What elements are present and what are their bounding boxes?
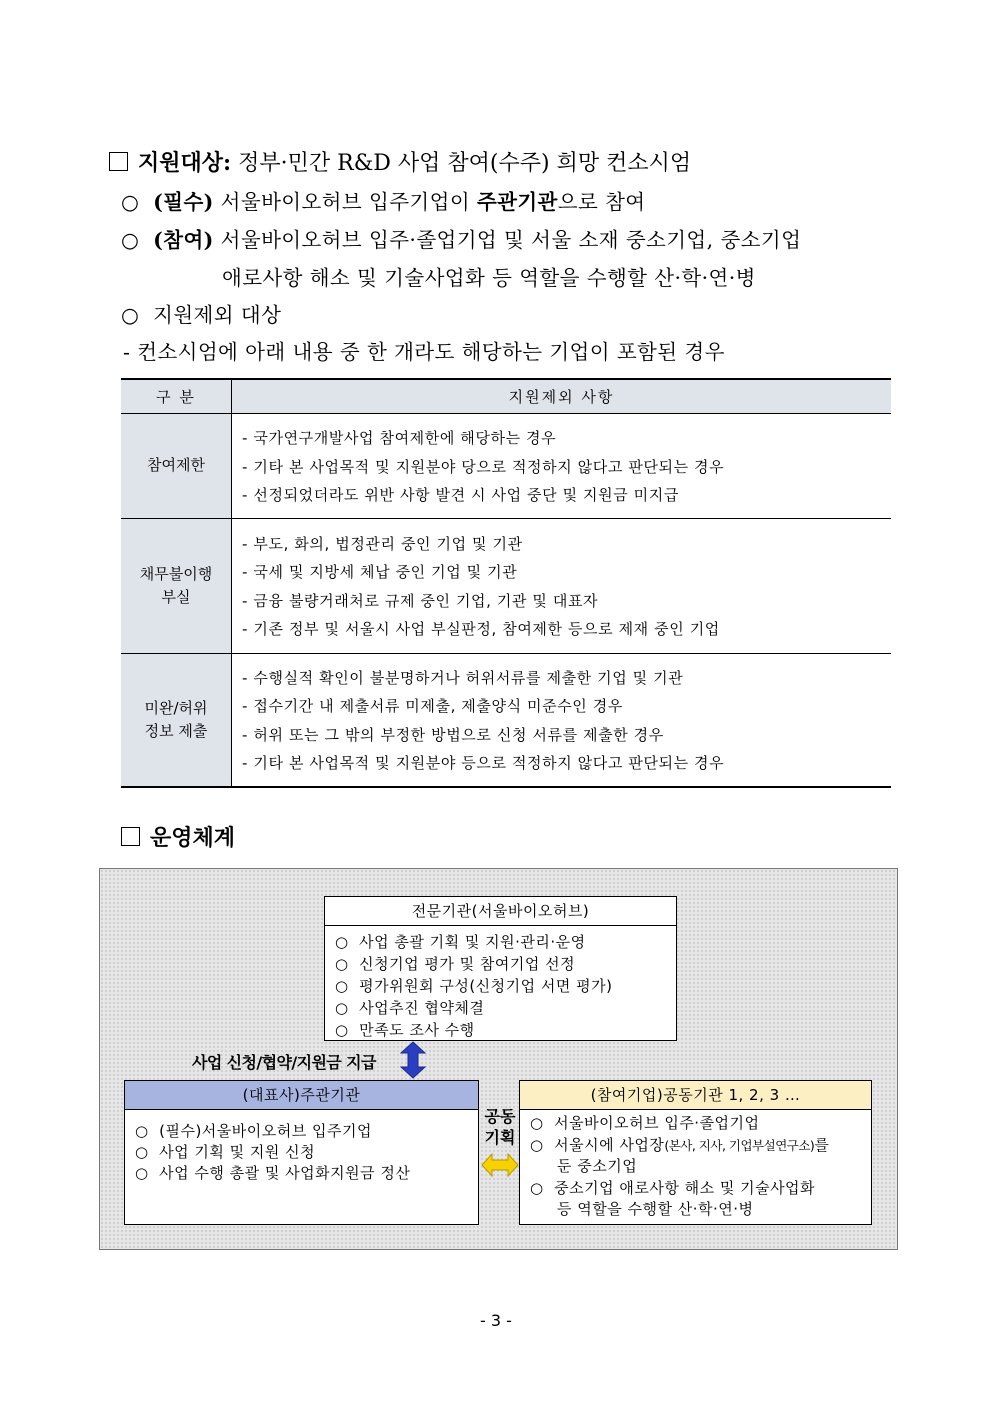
vertical-double-arrow-icon (398, 1041, 428, 1079)
partner-agency-box: (참여기업)공동기관 1, 2, 3 … ○ 서울바이오허브 입주·졸업기업 ○ 서울시에 사업장(본사, 지사, 기업부설연구소)를 둔 중소기업 ○ 중소기업 애로사항 해소 및 기술사업화 등 역할을 수행할 산·학·연·병 (519, 1080, 872, 1225)
agency-box-title: 전문기관(서울바이오허브) (325, 897, 676, 926)
bullet-participation: ○ (참여) 서울바이오허브 입주·졸업기업 및 서울 소재 중소기업, 중소기업 (121, 228, 802, 252)
table-header-exclusion: 지원제외 사항 (232, 379, 892, 414)
table-category: 미완/허위 정보 제출 (121, 653, 232, 787)
table-row (121, 518, 891, 653)
lead-agency-box: (대표사)주관기관 ○ (필수)서울바이오허브 입주기업 ○ 사업 기획 및 지원 신청 ○ 사업 수행 총괄 및 사업화지원금 정산 (124, 1080, 479, 1225)
agency-box: 전문기관(서울바이오허브) ○ 사업 총괄 기획 및 지원·관리·운영 ○ 신청기업 평가 및 참여기업 선정 ○ 평가위원회 구성(신청기업 서면 평가) ○ 사업추진 협약체결 ○ 만족도 조사 수행 (324, 896, 677, 1041)
section-title-support-target: 지원대상: 정부·민간 R&D 사업 참여(수주) 희망 컨소시엄 (109, 146, 691, 177)
table-category: 채무불이행 부실 (121, 518, 232, 653)
horizontal-flow-label: 공동 기획 (484, 1107, 516, 1147)
table-category: 참여제한 (121, 414, 232, 519)
bullet-exclusion: ○ 지원제외 대상 (121, 303, 282, 327)
circle-bullet-icon: ○ (121, 190, 140, 214)
table-header-category: 구 분 (121, 379, 232, 414)
checkbox-square-icon (121, 827, 140, 846)
table-header-row (121, 379, 891, 414)
circle-bullet-icon: ○ (121, 228, 140, 252)
section-title-operation: 운영체계 (121, 821, 235, 852)
lead-agency-box-title: (대표사)주관기관 (125, 1081, 478, 1110)
table-row (121, 414, 891, 519)
vertical-flow-label: 사업 신청/협약/지원금 지급 (192, 1053, 376, 1072)
exclusion-table (121, 378, 891, 788)
table-items: - 수행실적 확인이 불분명하거나 허위서류를 제출한 기업 및 기관 - 접수기간 내 제출서류 미제출, 제출양식 미준수인 경우 - 허위 또는 그 밖의 부정한 방법으로 신청 서류를 제출한 경우 - 기타 본 사업목적 및 지원분야 등으로 적정하지 않다고 판단되는 경우 (232, 653, 892, 787)
bullet-participation-cont: 애로사항 해소 및 기술사업화 등 역할을 수행할 산·학·연·병 (222, 266, 756, 290)
checkbox-square-icon (109, 152, 128, 171)
bullet-required: ○ (필수) 서울바이오허브 입주기업이 주관기관으로 참여 (121, 190, 646, 214)
circle-bullet-icon: ○ (121, 303, 140, 327)
page-number: - 3 - (480, 1311, 512, 1330)
table-items: - 국가연구개발사업 참여제한에 해당하는 경우 - 기타 본 사업목적 및 지원분야 당으로 적정하지 않다고 판단되는 경우 - 선정되었더라도 위반 사항 발견 시 사업 중단 및 지원금 미지급 (232, 414, 892, 519)
partner-agency-box-title: (참여기업)공동기관 1, 2, 3 … (520, 1081, 871, 1110)
table-row (121, 653, 891, 787)
dash-item-exclusion: - 컨소시엄에 아래 내용 중 한 개라도 해당하는 기업이 포함된 경우 (123, 340, 725, 364)
horizontal-double-arrow-icon (481, 1152, 519, 1178)
table-items: - 부도, 화의, 법정관리 중인 기업 및 기관 - 국세 및 지방세 체납 중인 기업 및 기관 - 금융 불량거래처로 규제 중인 기업, 기관 및 대표자 - 기존 정부 및 서울시 사업 부실판정, 참여제한 등으로 제재 중인 기업 (232, 518, 892, 653)
